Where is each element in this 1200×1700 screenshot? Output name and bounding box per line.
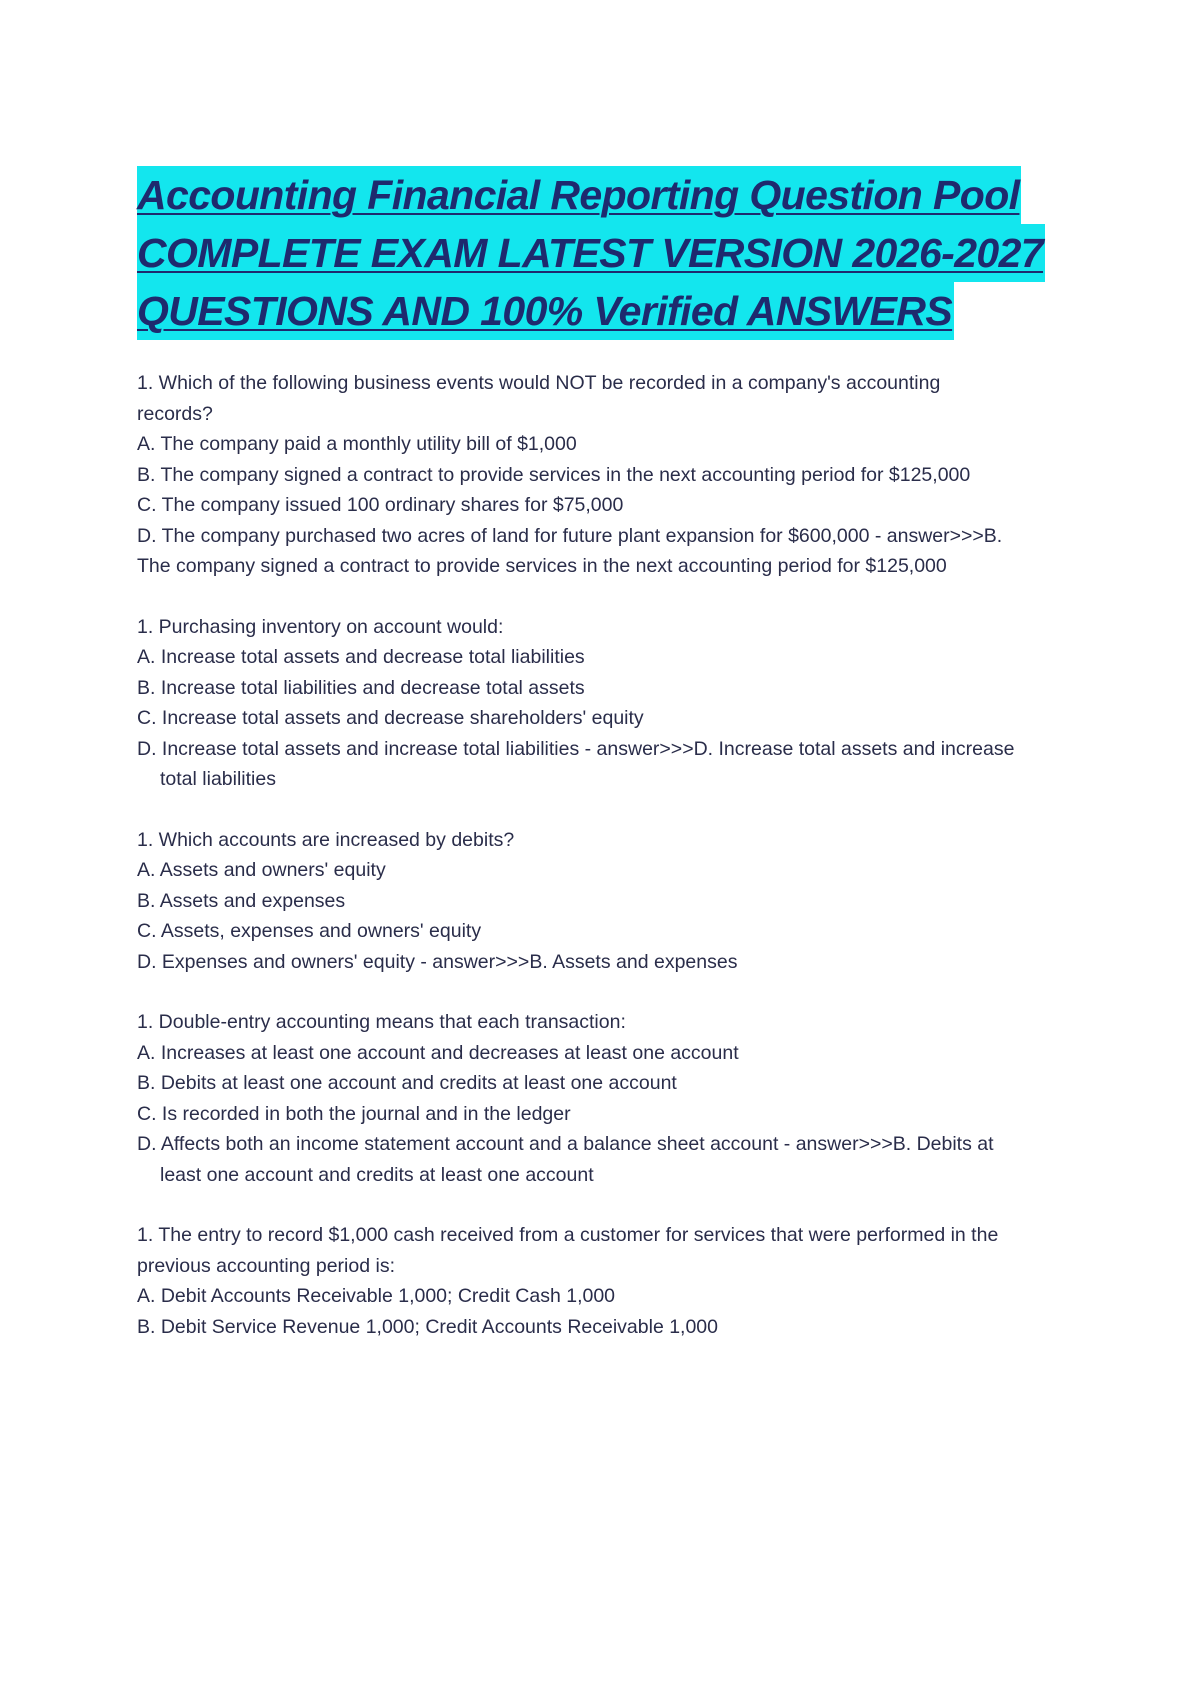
- title-line-1: Accounting Financial Reporting Question Pool: [137, 166, 1021, 224]
- title-line-3: QUESTIONS AND 100% Verified ANSWERS: [137, 282, 954, 340]
- answer-option: C. Increase total assets and decrease shareholders' equity: [137, 707, 644, 729]
- question-block: [137, 1220, 1017, 1342]
- document-page: [137, 166, 1044, 1372]
- answer-option: B. Debit Service Revenue 1,000; Credit Accounts Receivable 1,000: [137, 1315, 719, 1338]
- question-block: [137, 1007, 1017, 1190]
- question-text: 1. Double-entry accounting means that each transaction:: [137, 1011, 626, 1033]
- question-block: [137, 825, 1017, 978]
- answer-option: B. Increase total liabilities and decrease total assets: [137, 676, 585, 699]
- answer-option: D. The company purchased two acres of land for future plant expansion for $600,000 - answer>>>B. The company signed a contract to provide services in the next accounting period for $125,000: [137, 524, 1003, 577]
- answer-option: C. The company issued 100 ordinary shares for $75,000: [137, 494, 624, 516]
- question-block: [137, 368, 1017, 582]
- answer-option: B. Debits at least one account and credits at least one account: [137, 1072, 677, 1094]
- answer-option: D. Affects both an income statement account and a balance sheet account - answer>>>B. Debits at least one account and credits at least one account: [137, 1133, 994, 1186]
- answer-option: A. Increases at least one account and decreases at least one account: [137, 1041, 739, 1064]
- answer-option: C. Is recorded in both the journal and in the ledger: [137, 1102, 571, 1125]
- question-text: 1. The entry to record $1,000 cash received from a customer for services that were performed in the previous accounting period is:: [137, 1224, 999, 1277]
- answer-option: A. Debit Accounts Receivable 1,000; Credit Cash 1,000: [137, 1285, 616, 1307]
- question-block: [137, 612, 1017, 795]
- document-title: [137, 166, 1044, 340]
- answer-option: B. Assets and expenses: [137, 889, 346, 912]
- answer-option: A. Increase total assets and decrease total liabilities: [137, 646, 585, 668]
- answer-option: B. The company signed a contract to provide services in the next accounting period for $125,000: [137, 463, 971, 486]
- answer-option: A. The company paid a monthly utility bill of $1,000: [137, 433, 577, 455]
- question-text: 1. Which of the following business events would NOT be recorded in a company's accounting records?: [137, 372, 941, 425]
- title-line-2: COMPLETE EXAM LATEST VERSION 2026-2027: [137, 224, 1045, 282]
- answer-option: C. Assets, expenses and owners' equity: [137, 920, 482, 942]
- answer-option: D. Expenses and owners' equity - answer>>>B. Assets and expenses: [137, 950, 738, 973]
- answer-option: D. Increase total assets and increase total liabilities - answer>>>D. Increase total assets and increase total liabilities: [137, 737, 1015, 790]
- question-text: 1. Which accounts are increased by debits?: [137, 828, 515, 851]
- question-text: 1. Purchasing inventory on account would:: [137, 615, 504, 638]
- answer-option: A. Assets and owners' equity: [137, 859, 386, 881]
